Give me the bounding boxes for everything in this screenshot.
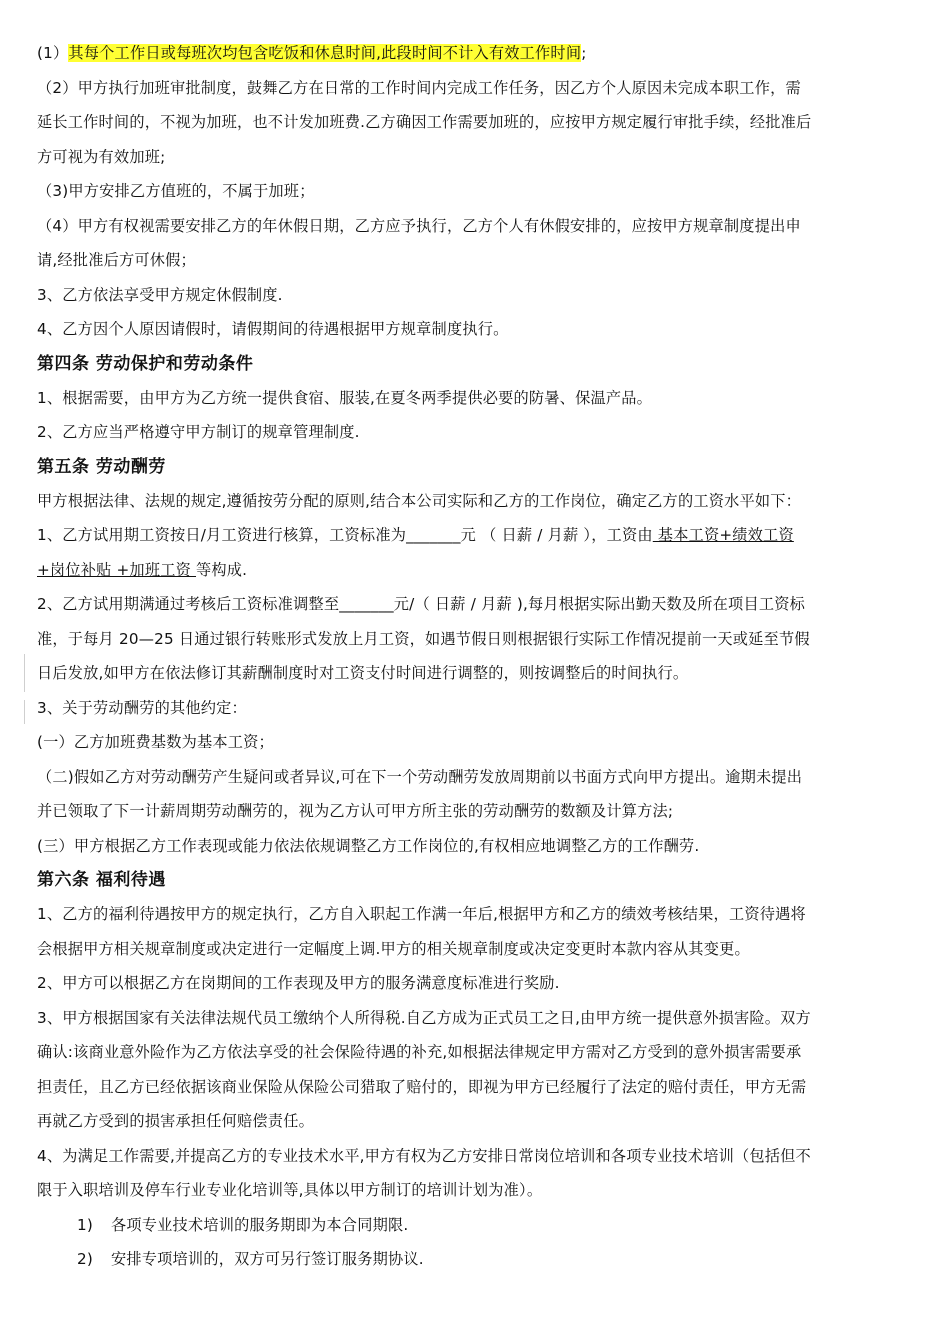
blank-field: _______ bbox=[339, 595, 394, 613]
section-heading: 第六条 福利待遇 bbox=[37, 870, 166, 890]
text: 元/（ 日薪 / 月薪 ),每月根据实际出勤天数及所在项目工资标 bbox=[393, 595, 805, 613]
list-item bbox=[37, 1208, 909, 1243]
text: 元 （ 日薪 / 月薪 ），工资由 bbox=[460, 526, 653, 544]
paragraph: 1、根据需要，由甲方为乙方统一提供食宿、服装,在夏冬两季提供必要的防暑、保温产品。 bbox=[37, 388, 653, 407]
paragraph bbox=[37, 518, 909, 553]
paragraph: 2、甲方可以根据乙方在岗期间的工作表现及甲方的服务满意度标准进行奖励. bbox=[37, 974, 560, 992]
paragraph: 限于入职培训及停车行业专业化培训等,具体以甲方制订的培训计划为准）。 bbox=[37, 1181, 543, 1199]
paragraph: 担责任，且乙方已经依据该商业保险从保险公司猎取了赔付的，即视为甲方已经履行了法定的赔付责任，甲方无需 bbox=[37, 1077, 807, 1096]
margin-line bbox=[24, 654, 25, 692]
highlighted-text: 其每个工作日或每班次均包含吃饭和休息时间,此段时间不计入有效工作时间 bbox=[68, 44, 582, 62]
paragraph: 4、为满足工作需要,并提高乙方的专业技术水平,甲方有权为乙方安排日常岗位培训和各项专业技术培训（包括但不 bbox=[37, 1146, 811, 1165]
text: 等构成. bbox=[196, 560, 248, 579]
paragraph: 再就乙方受到的损害承担任何赔偿责任。 bbox=[37, 1112, 314, 1130]
paragraph: 请,经批准后方可休假； bbox=[37, 251, 196, 269]
paragraph: 1、乙方的福利待遇按甲方的规定执行，乙方自入职起工作满一年后,根据甲方和乙方的绩效考核结果，工资待遇将 bbox=[37, 905, 806, 923]
paragraph: （4）甲方有权视需要安排乙方的年休假日期，乙方应予执行，乙方个人有休假安排的，应按甲方规章制度提出申 bbox=[37, 216, 801, 235]
paragraph: 甲方根据法律、法规的规定,遵循按劳分配的原则,结合本公司实际和乙方的工作岗位，确定乙方的工资水平如下： bbox=[37, 491, 802, 510]
paragraph: （2）甲方执行加班审批制度，鼓舞乙方在日常的工作时间内完成工作任务，因乙方个人原因未完成本职工作，需 bbox=[37, 78, 801, 97]
paragraph: 3、乙方依法享受甲方规定休假制度. bbox=[37, 285, 283, 304]
list-number: 1) bbox=[77, 1215, 93, 1234]
paragraph: (三）甲方根据乙方工作表现或能力依法依规调整乙方工作岗位的,有权相应地调整乙方的工作酬劳. bbox=[37, 836, 700, 855]
paragraph: 3、甲方根据国家有关法律法规代员工缴纳个人所得税.自乙方成为正式员工之日,由甲方统一提供意外损害险。双方 bbox=[37, 1008, 811, 1027]
section-heading: 第四条 劳动保护和劳动条件 bbox=[37, 353, 254, 374]
paragraph bbox=[37, 36, 909, 71]
paragraph bbox=[37, 587, 909, 622]
list-number: 2) bbox=[77, 1250, 93, 1268]
text: 2、乙方试用期满通过考核后工资标准调整至 bbox=[37, 595, 340, 613]
margin-line bbox=[24, 700, 25, 724]
underlined-text: +岗位补贴 +加班工资 bbox=[37, 560, 197, 579]
document-body bbox=[37, 36, 909, 1277]
text: (1） bbox=[37, 44, 69, 62]
paragraph: (一）乙方加班费基数为基本工资； bbox=[37, 733, 274, 751]
paragraph bbox=[37, 553, 909, 588]
paragraph: （二)假如乙方对劳动酬劳产生疑问或者异议,可在下一个劳动酬劳发放周期前以书面方式向甲方提出。逾期未提出 bbox=[37, 767, 803, 786]
paragraph: 3、关于劳动酬劳的其他约定： bbox=[37, 698, 247, 717]
paragraph: （3)甲方安排乙方值班的，不属于加班； bbox=[37, 182, 315, 200]
paragraph: 确认:该商业意外险作为乙方依法享受的社会保险待遇的补充,如根据法律规定甲方需对乙方受到的意外损害需要承 bbox=[37, 1043, 802, 1061]
underlined-text: 基本工资+绩效工资 bbox=[652, 526, 794, 544]
paragraph: 2、乙方应当严格遵守甲方制订的规章管理制度. bbox=[37, 423, 360, 441]
text: ; bbox=[581, 44, 587, 62]
text: 1、乙方试用期工资按日/月工资进行核算，工资标准为 bbox=[37, 526, 407, 544]
list-text: 安排专项培训的，双方可另行签订服务期协议. bbox=[111, 1250, 424, 1268]
paragraph: 延长工作时间的，不视为加班，也不计发加班费.乙方确因工作需要加班的，应按甲方规定履行审批手续，经批准后 bbox=[37, 113, 812, 131]
paragraph: 准，于每月 20—25 日通过银行转账形式发放上月工资，如遇节假日则根据银行实际工作情况提前一天或延至节假 bbox=[37, 629, 810, 648]
blank-field: _______ bbox=[406, 526, 461, 544]
paragraph: 日后发放,如甲方在依法修订其薪酬制度时对工资支付时间进行调整的，则按调整后的时间执行。 bbox=[37, 664, 689, 682]
list-text: 各项专业技术培训的服务期即为本合同期限. bbox=[111, 1215, 409, 1234]
section-heading: 第五条 劳动酬劳 bbox=[37, 456, 166, 477]
paragraph: 会根据甲方相关规章制度或决定进行一定幅度上调.甲方的相关规章制度或决定变更时本款内容从其变更。 bbox=[37, 939, 750, 958]
list-item bbox=[37, 1242, 909, 1277]
paragraph: 并已领取了下一计薪周期劳动酬劳的，视为乙方认可甲方所主张的劳动酬劳的数额及计算方法; bbox=[37, 802, 674, 820]
paragraph: 4、乙方因个人原因请假时，请假期间的待遇根据甲方规章制度执行。 bbox=[37, 320, 509, 338]
paragraph: 方可视为有效加班; bbox=[37, 147, 166, 166]
